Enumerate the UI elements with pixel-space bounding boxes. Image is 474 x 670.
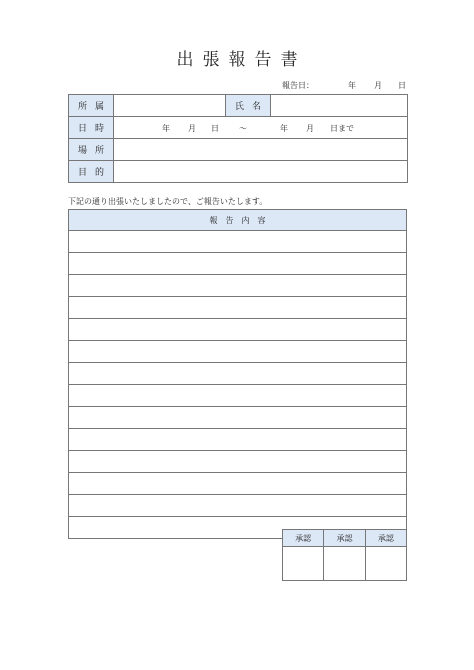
report-line[interactable] <box>69 363 407 385</box>
info-row-affiliation-name <box>69 95 408 117</box>
affiliation-field[interactable] <box>114 95 226 117</box>
info-table <box>68 94 408 183</box>
report-line[interactable] <box>69 473 407 495</box>
report-line[interactable] <box>69 451 407 473</box>
report-date-label: 報告日： <box>282 81 314 90</box>
report-header: 報告内容 <box>69 210 407 231</box>
report-line[interactable] <box>69 407 407 429</box>
report-line[interactable] <box>69 275 407 297</box>
approval-stamp-2[interactable] <box>324 547 365 581</box>
report-line[interactable] <box>69 297 407 319</box>
report-line[interactable] <box>69 341 407 363</box>
report-date[interactable] <box>282 80 406 94</box>
datetime-label: 日時 <box>69 117 114 139</box>
datetime-from-year: 年 <box>162 124 170 133</box>
approval-stamp-1[interactable] <box>283 547 324 581</box>
approval-stamp-3[interactable] <box>365 547 406 581</box>
report-line[interactable] <box>69 385 407 407</box>
affiliation-label: 所属 <box>69 95 114 117</box>
purpose-label: 目的 <box>69 161 114 183</box>
report-table <box>68 209 407 539</box>
place-label: 場所 <box>69 139 114 161</box>
report-line[interactable] <box>69 253 407 275</box>
intro-text: 下記の通り出張いたしましたので、ご報告いたします。 <box>68 197 268 206</box>
datetime-to-day: 日まで <box>330 124 354 133</box>
approval-label-1: 承認 <box>283 530 324 547</box>
place-field[interactable] <box>114 139 408 161</box>
datetime-tilde: 〜 <box>239 124 247 133</box>
report-line[interactable] <box>69 429 407 451</box>
approval-label-2: 承認 <box>324 530 365 547</box>
report-line[interactable] <box>69 495 407 517</box>
info-row-datetime <box>69 117 408 139</box>
page-title: 出張報告書 <box>176 50 307 70</box>
info-row-purpose <box>69 161 408 183</box>
datetime-to-year: 年 <box>280 124 288 133</box>
report-line[interactable] <box>69 231 407 253</box>
datetime-field[interactable] <box>114 117 408 139</box>
name-field[interactable] <box>271 95 408 117</box>
name-label: 氏名 <box>226 95 271 117</box>
report-date-day: 日 <box>398 81 406 90</box>
report-date-month: 月 <box>374 81 382 90</box>
report-line[interactable] <box>69 319 407 341</box>
datetime-to-month: 月 <box>306 124 314 133</box>
purpose-field[interactable] <box>114 161 408 183</box>
datetime-from-day: 日 <box>211 124 219 133</box>
approval-label-3: 承認 <box>365 530 406 547</box>
info-row-place <box>69 139 408 161</box>
approval-table <box>282 529 407 581</box>
datetime-from-month: 月 <box>188 124 196 133</box>
report-date-year: 年 <box>348 81 356 90</box>
